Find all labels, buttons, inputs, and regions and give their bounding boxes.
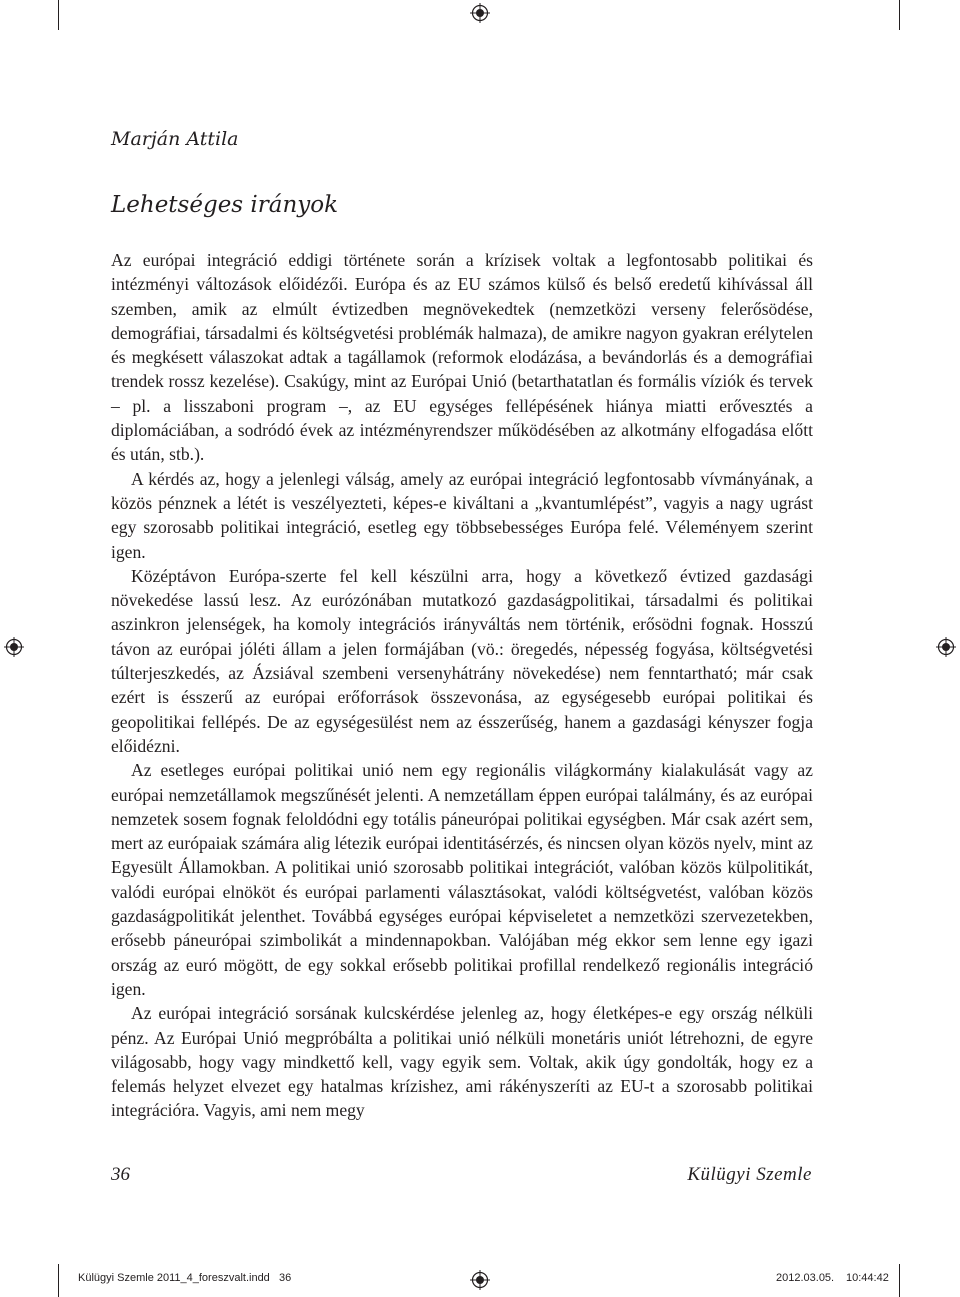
article-body: [111, 248, 813, 1123]
crop-mark-bottom-left: [58, 1264, 59, 1297]
paragraph: A kérdés az, hogy a jelenlegi válság, amely az európai integráció legfontosabb vívmányának, a közös pénznek a létét is veszélyezteti, képes-e kiváltani a „kvantumlépést”, vagyis a nagy ugrást egy szorosabb politikai integráció, esetleg egy többsebességes Európa felé. Véleményem szerint igen.: [111, 468, 813, 562]
article-title: Lehetséges irányok: [111, 192, 339, 218]
paragraph: Középtávon Európa-szerte fel kell készülni arra, hogy a következő évtized gazdasági növekedése lassú lesz. Az eurózónában mutatkozó gazdaságpolitikai, társadalmi és politikai aszinkron jelenségek, ha komoly integrációs irányváltás nem történik, erősödni fognak. Hosszú távon az európai jóléti állam a jelen formájában (vö.: öregedés, népesség fogyása, költségvetési túlterjeszkedés, az Ázsiával szembeni versenyhátrány növekedése) nem fenntartható; már csak ezért is ésszerű az európai erőforrások összevonása, az egységesebb európai politikai és geopolitikai fellépés. De az egységesülést nem az ésszerűség, hanem a gazdasági kényszer fogja előidézni.: [111, 565, 813, 756]
registration-crosshair-icon: [470, 3, 490, 23]
author-name: Marján Attila: [111, 128, 239, 150]
registration-crosshair-icon: [470, 1270, 490, 1290]
slug-date: 2012.03.05.: [776, 1272, 835, 1284]
registration-crosshair-icon: [936, 637, 956, 657]
registration-crosshair-icon: [4, 637, 24, 657]
paragraph: Az európai integráció sorsának kulcskérdése jelenleg az, hogy életképes-e egy ország nélküli pénz. Az Európai Unió megpróbálta a politikai unió nélküli monetáris uniót létrehozni, de egyre világosabb, hogy vagy mindkettő kell, vagy egyik sem. Voltak, akik úgy gondolták, hogy ez a felemás helyzet elvezet egy hatalmas krízishez, ami rákényszeríti az EU-t a szorosabb politikai integrációra. Vagyis, ami nem megy: [111, 1003, 813, 1121]
crop-mark-bottom-right: [899, 1264, 900, 1297]
paragraph: Az esetleges európai politikai unió nem egy regionális világkormány kialakulását vagy az európai nemzetállamok megszűnését jelenti. A nemzetállam éppen európai találmány, és az európai nemzetek sosem fognak feloldódni egy totális páneurópai politikai egységben. Már csak azért sem, mert az európaiak számára alig létezik európai identitásérzés, és nincsen olyan közös nyelv, mint az Egyesült Államokban. A politikai unió szorosabb politikai integrációt, valóban közös külpolitikát, valódi európai elnököt és európai parlamenti választásokat, valódi költségvetést, valóban közös gazdaságpolitikát jelenthet. Továbbá egységes európai képviseletet a nemzetközi szervezetekben, erősebb páneurópai szimbolikát a mindennapokban. Valójában még ekkor sem lenne egy igazi ország az euró mögött, de egy sokkal erősebb politikai profillal rendelkező regionális integráció igen.: [111, 760, 813, 999]
slug-file: Külügyi Szemle 2011_4_foreszvalt.indd 36: [78, 1272, 292, 1284]
crop-mark-top-right: [899, 0, 900, 30]
journal-name: Külügyi Szemle: [687, 1164, 812, 1185]
paragraph: Az európai integráció eddigi története során a krízisek voltak a legfontosabb politikai és intézményi változások előidézői. Európa és az EU számos külső és belső eredetű kihívással áll szemben, amik az elmúlt évtizedben megnövekedtek (nemzetközi verseny felerősödése, demográfiai, társadalmi és költségvetési problémák halmaza), de amikre nagyon gyakran erélytelen és megkésett válaszokat adtak a tagállamok (reformok elodázása, a bevándorlás és a demográfiai trendek rossz kezelése). Csakúgy, mint az Európai Unió (betarthatatlan és formális víziók és tervek – pl. a lisszaboni program –, az EU egységes fellépésének hiánya miatti erővesztés a diplomáciában, a sodródó évek az intézményrendszer működésében az alkotmány elfogadása előtt és után, stb.).: [111, 250, 813, 465]
slug-time: 10:44:42: [846, 1272, 889, 1284]
crop-mark-top-left: [58, 0, 59, 30]
page-number: 36: [111, 1164, 130, 1185]
